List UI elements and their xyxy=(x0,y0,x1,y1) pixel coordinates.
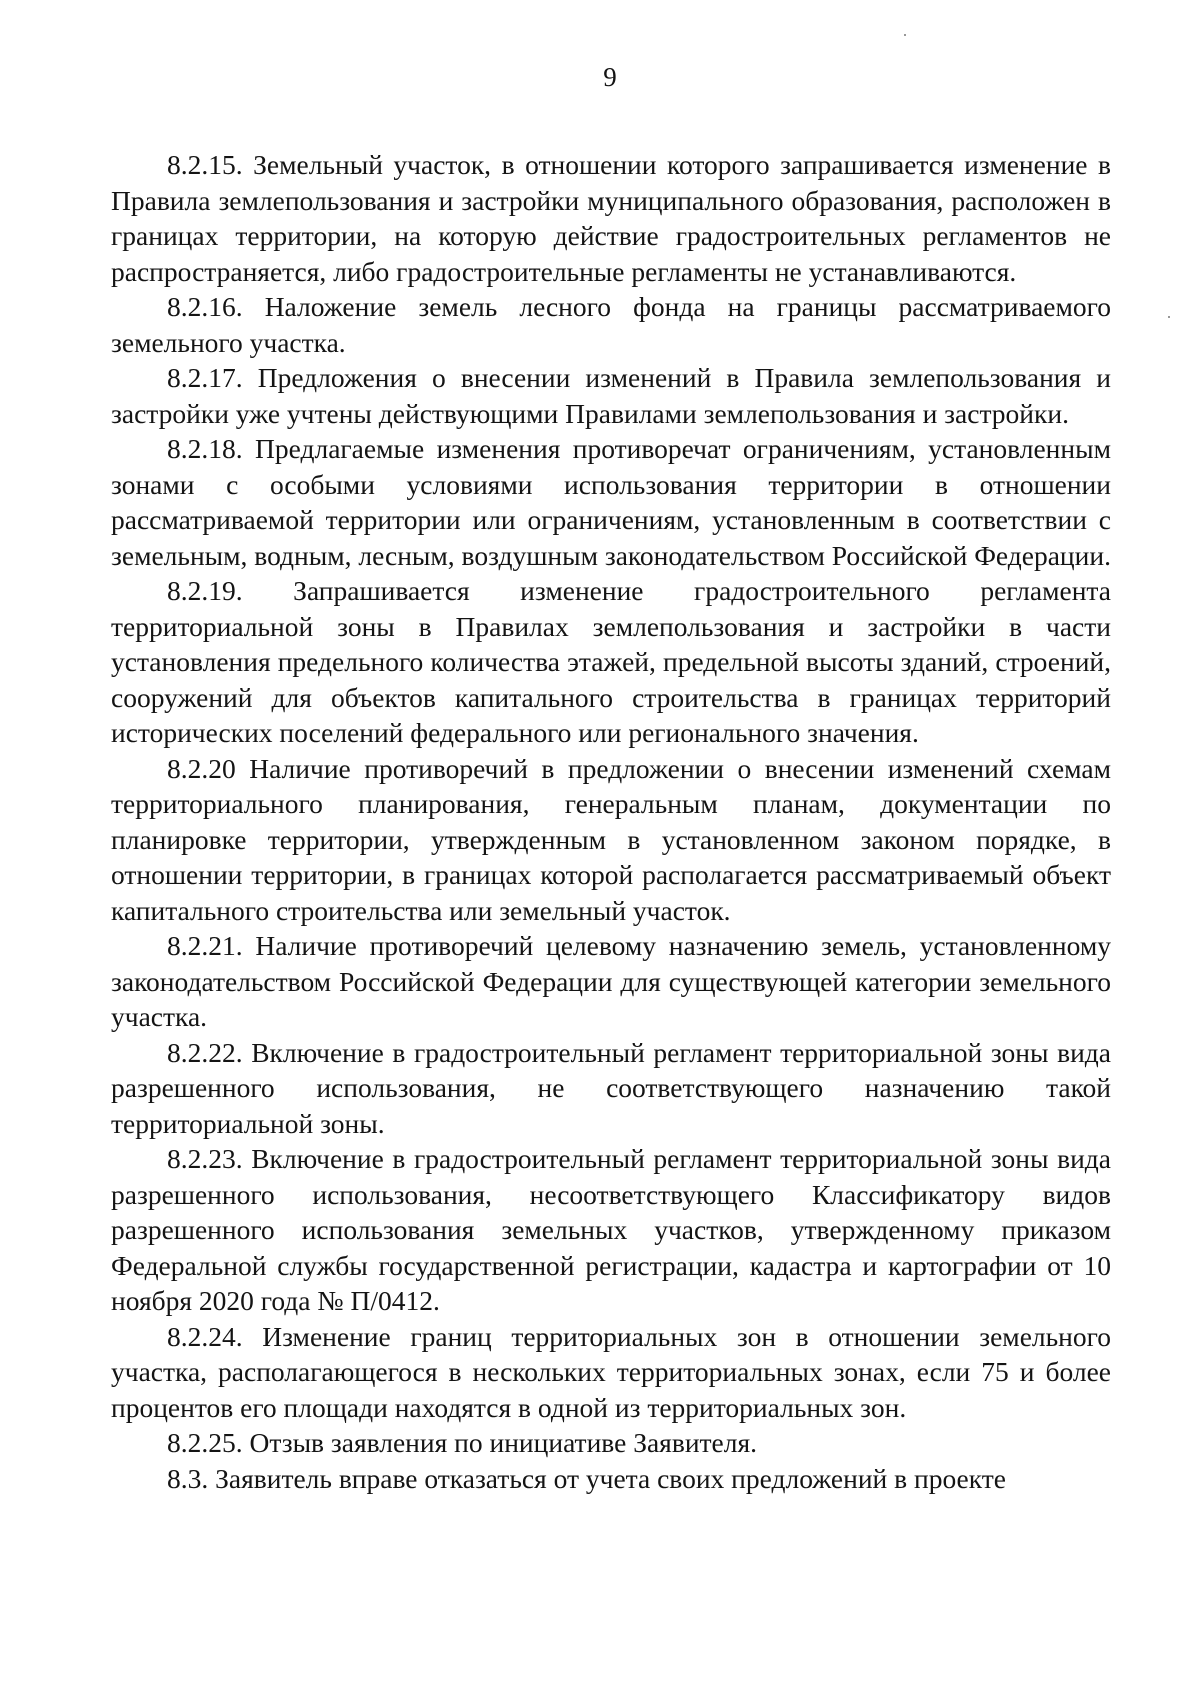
scan-speck xyxy=(1168,316,1170,318)
paragraph-8-2-24: 8.2.24. Изменение границ территориальных зон в отношении земельного участка, располагающегося в нескольких территориальных зонах, если 75 и более процентов его площади находятся в одной из территориальных зон. xyxy=(111,1320,1111,1423)
paragraph-8-2-25: 8.2.25. Отзыв заявления по инициативе Заявителя. xyxy=(167,1427,758,1458)
paragraph-8-2-18: 8.2.18. Предлагаемые изменения противоречат ограничениям, установленным зонами с особыми условиями использования территории в отношении рассматриваемой территории или ограничениям, установленным в соответствии с земельным, водным, лесным, воздушным законодательством Российской Федерации. xyxy=(111,433,1111,571)
document-body xyxy=(111,147,1111,1496)
paragraph-8-2-21: 8.2.21. Наличие противоречий целевому назначению земель, установленному законодательством Российской Федерации для существующей категории земельного участка. xyxy=(111,930,1111,1032)
paragraph-8-2-17: 8.2.17. Предложения о внесении изменений в Правила землепользования и застройки уже учтены действующими Правилами землепользования и застройки. xyxy=(111,362,1111,429)
paragraph-8-2-16: 8.2.16. Наложение земель лесного фонда на границы рассматриваемого земельного участка. xyxy=(111,291,1111,358)
page-number: 9 xyxy=(603,62,617,92)
paragraph-8-2-20: 8.2.20 Наличие противоречий в предложении о внесении изменений схемам территориального планирования, генеральным планам, документации по планировке территории, утвержденным в установленном законом порядке, в отношении территории, в границах которой располагается рассматриваемый объект капитального строительства или земельный участок. xyxy=(111,752,1111,926)
paragraph-8-3: 8.3. Заявитель вправе отказаться от учета своих предложений в проекте xyxy=(167,1462,1006,1494)
scan-speck xyxy=(904,34,906,36)
paragraph-8-2-22: 8.2.22. Включение в градостроительный регламент территориальной зоны вида разрешенного использования, не соответствующего назначению такой территориальной зоны. xyxy=(111,1036,1111,1139)
paragraph-8-2-19: 8.2.19. Запрашивается изменение градостроительного регламента территориальной зоны в Правилах землепользования и застройки в части установления предельного количества этажей, предельной высоты зданий, строений, сооружений для объектов капитального строительства в границах территорий исторических поселений федерального или регионального значения. xyxy=(111,575,1111,748)
paragraph-8-2-23: 8.2.23. Включение в градостроительный регламент территориальной зоны вида разрешенного использования, несоответствующего Классификатору видов разрешенного использования земельных участков, утвержденному приказом Федеральной службы государственной регистрации, кадастра и картографии от 10 ноября 2020 года № П/0412. xyxy=(111,1143,1111,1316)
paragraph-8-2-15: 8.2.15. Земельный участок, в отношении которого запрашивается изменение в Правила землепользования и застройки муниципального образования, расположен в границах территории, на которую действие градостроительных регламентов не распространяется, либо градостроительные регламенты не устанавливаются. xyxy=(111,149,1111,287)
